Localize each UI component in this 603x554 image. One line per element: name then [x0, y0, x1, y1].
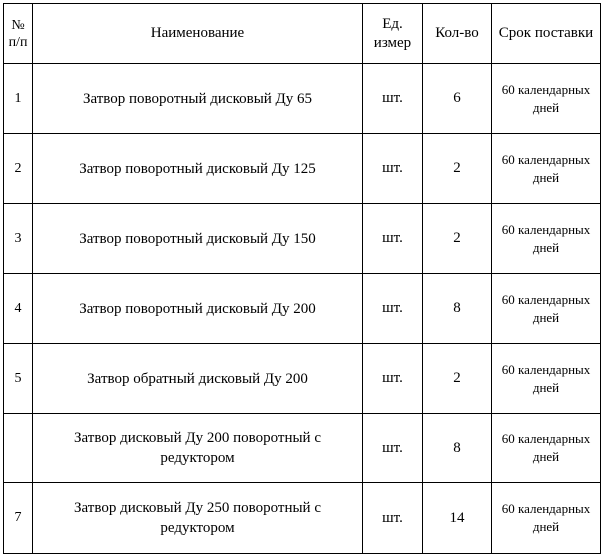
item-name: Затвор поворотный дисковый Ду 200: [33, 274, 363, 344]
item-name: Затвор поворотный дисковый Ду 125: [33, 134, 363, 204]
item-quantity: 8: [423, 414, 492, 483]
item-name: Затвор поворотный дисковый Ду 150: [33, 204, 363, 274]
header-name: Наименование: [33, 4, 363, 64]
table-row: [4, 204, 601, 274]
item-name: Затвор дисковый Ду 250 поворотный с редуктором: [33, 483, 363, 554]
table-row: [4, 483, 601, 554]
item-unit: шт.: [363, 414, 423, 483]
item-delivery-term: 60 календарных дней: [492, 483, 601, 554]
item-delivery-term: 60 календарных дней: [492, 414, 601, 483]
table-row: [4, 64, 601, 134]
item-quantity: 14: [423, 483, 492, 554]
table-header-row: [4, 4, 601, 64]
item-delivery-term: 60 календарных дней: [492, 64, 601, 134]
item-unit: шт.: [363, 344, 423, 414]
item-quantity: 2: [423, 204, 492, 274]
row-number: 1: [4, 64, 33, 134]
item-quantity: 2: [423, 134, 492, 204]
item-quantity: 6: [423, 64, 492, 134]
table-row: [4, 414, 601, 483]
row-number: 2: [4, 134, 33, 204]
row-number: [4, 414, 33, 483]
item-delivery-term: 60 календарных дней: [492, 204, 601, 274]
header-number: № п/п: [4, 4, 33, 64]
table-row: [4, 134, 601, 204]
item-name: Затвор обратный дисковый Ду 200: [33, 344, 363, 414]
table-row: [4, 274, 601, 344]
header-unit: Ед. измер: [363, 4, 423, 64]
header-quantity: Кол-во: [423, 4, 492, 64]
item-unit: шт.: [363, 204, 423, 274]
item-quantity: 8: [423, 274, 492, 344]
table-row: [4, 344, 601, 414]
item-unit: шт.: [363, 274, 423, 344]
item-unit: шт.: [363, 483, 423, 554]
row-number: 4: [4, 274, 33, 344]
row-number: 3: [4, 204, 33, 274]
supply-specification-table: [3, 3, 601, 554]
row-number: 7: [4, 483, 33, 554]
row-number: 5: [4, 344, 33, 414]
item-unit: шт.: [363, 134, 423, 204]
item-unit: шт.: [363, 64, 423, 134]
item-delivery-term: 60 календарных дней: [492, 274, 601, 344]
item-delivery-term: 60 календарных дней: [492, 344, 601, 414]
item-delivery-term: 60 календарных дней: [492, 134, 601, 204]
item-name: Затвор дисковый Ду 200 поворотный с редуктором: [33, 414, 363, 483]
header-delivery-term: Срок поставки: [492, 4, 601, 64]
item-quantity: 2: [423, 344, 492, 414]
item-name: Затвор поворотный дисковый Ду 65: [33, 64, 363, 134]
